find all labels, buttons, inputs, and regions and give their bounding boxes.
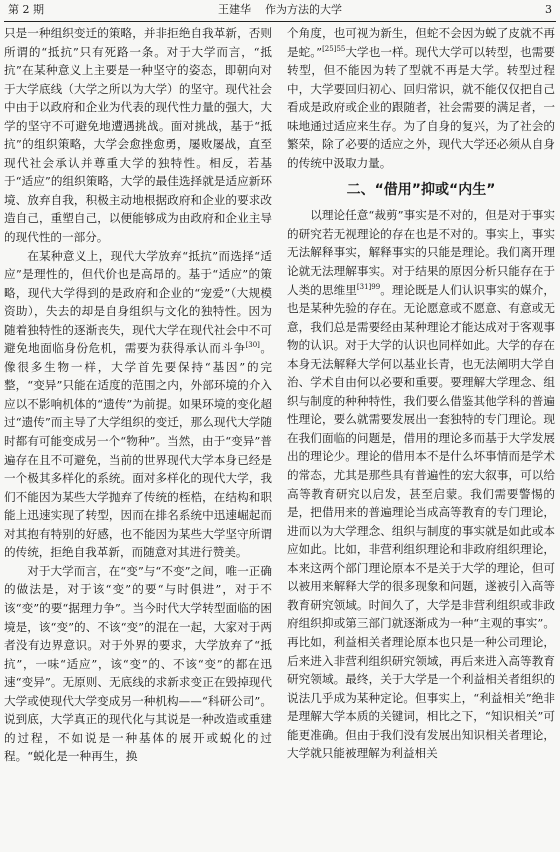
- page-number: 3: [545, 3, 552, 16]
- paragraph-text: 个角度，也可视为新生，但蛇不会因为蜕了皮就不再是蛇。”: [287, 26, 555, 59]
- paragraph-text: 大学也一样。现代大学可以转型，也需要转型，但不能因为转了型就不再是大学。转型过程中，大学要回归初心、回归常识，就不能仅仅把自己看成是政府或企业的跟随者，社会需要的满足者，一味地通过适应来生存。为了自身的复兴，为了社会的繁荣，除了必要的适应之外，现代大学还必须从自身的传统中汲取力量。: [287, 44, 555, 170]
- right-column: [287, 24, 555, 763]
- running-title: [4, 0, 556, 20]
- paragraph: [4, 247, 272, 562]
- running-header: [4, 0, 556, 20]
- header-rule: [4, 21, 556, 22]
- paragraph: [287, 24, 555, 172]
- citation-ref: [30]: [245, 341, 260, 350]
- left-column: [4, 24, 272, 766]
- paragraph-text: 在某种意义上，现代大学放弃“抵抗”而选择“适应”是理性的，但代价也是高昂的。基于“适应”的策略，现代大学得到的是政府和企业的“宠爱”（大规模资助），失去的却是自身组织与文化的独特性。因为随着独特性的逐渐丧失，现代大学在现代社会中不可避免地面临身份危机，需要为获得承认而斗争: [4, 248, 272, 356]
- citation-ref: [25]55: [322, 44, 346, 53]
- paragraph: 只是一种组织变迁的策略，并非拒绝自我革新，否则所谓的“抵抗”只有死路一条。对于大学而言，“抵抗”在某种意义上主要是一种坚守的姿态，即朝向对于大学底线（大学之所以为大学）的坚守。现代社会中由于以政府和企业为代表的现代性力量的强大，大学的坚守不可避免地遭遇挑战。面对挑战，基于“抵抗”的组织策略，大学会愈挫愈勇，屡败屡战，直至现代社会承认并尊重大学的独特性。相反，若基于“适应”的组织策略，大学的最佳选择就是适应新环境、放弃自我，积极主动地根据政府和企业的要求改造自己，重塑自己，以便能够成为由政府和企业主导的现代性的一部分。: [4, 26, 272, 245]
- paragraph: 对于大学而言，在“变”与“不变”之间，唯一正确的做法是，对于该“变”的要“与时俱进”，对于不该“变”的要“据理力争”。当今时代大学转型面临的困境是，该“变”的、不该“变”的混在一起，大家对于两者没有边界意识。对于外界的要求，大学放弃了“抵抗”，一味“适应”，该“变”的、不该“变”的都在迅速“变异”。无原则、无底线的求新求变正在毁掉现代大学或使现代大学变成另一种机构——“科研公司”。说到底，大学真正的现代化与其说是一种改造或重建的过程，不如说是一种基体的展开或蜕化的过程。“蜕化是一种再生，换: [4, 563, 272, 764]
- section-heading: 二、“借用”抑或“内生”: [346, 182, 496, 199]
- paragraph-text: 。理论既是人们认识事实的媒介，也是某种先验的存在。无论愿意或不愿意、有意或无意，我们总是需要经由某种理论才能达成对于客观事物的认识。对于大学的认识也同样如此。大学的存在本身无法解释大学何以基业长青，也无法阐明大学自治、学术自由何以必要和重要。要理解大学理念、组织与制度的种种特性，我们要么借鉴其他学科的普遍性理论，要么就需要发展出一套独特的专门理论。现在我们面临的问题是，借用的理论多而基于大学发展出的理论少。理论的借用本不是什么坏事情而是学术的常态，尤其是那些具有普遍性的宏大叙事，可以给高等教育研究以启发，甚至启蒙。我们需要警惕的是，把借用来的普遍理论当成高等教育的专门理论，进而以为大学理念、组织与制度的事实就是如此或本应如此。比如，非营利组织理论和非政府组织理论，本来这两个部门理论原本不是关于大学的理论，但可以被用来解释大学的很多现象和问题，遂被引入高等教育研究领域。时间久了，大学是非营利组织或非政府组织抑或第三部门就逐渐成为一种“主观的事实”。再比如，利益相关者理论原本也只是一种公司理论，后来进入非营利组织研究领域，再后来进入高等教育研究领域。最终，关于大学是一个利益相关者组织的说法几乎成为某种定论。但事实上，“利益相关”绝非是理解大学本质的关键词，相比之下，“知识相关”可能更准确。但由于我们没有发展出知识相关者理论，大学就只能被理解为利益相关: [287, 282, 555, 761]
- article-title: 作为方法的大学: [265, 3, 342, 16]
- citation-ref: [31]99: [356, 282, 381, 291]
- author-name: 王建华: [218, 3, 251, 16]
- paragraph-text: 。像很多生物一样，大学首先要保持“基因”的完整，“变异”只能在适度的范围之内，外部环境的介入应以不影响机体的“遗传”为前提。如果环境的变化超过“遗传”而主导了大学组织的变迁，那么现代大学随时都有可能变成另一个“物种”。当然，由于“变异”普遍存在且不可避免，当前的世界现代大学本身已经是一个极其多样化的系统。面对多样化的现代大学，我们不能因为某些大学抛弃了传统的桎梏，在结构和职能上迅速实现了转型，因而在排名系统中迅速崛起而对其抱有特别的好感，也不能因为某些大学坚守所谓的传统，拒绝自我革新，而随意对其进行赞美。: [4, 341, 272, 560]
- paragraph: [287, 206, 555, 762]
- issue-label: 第 2 期: [8, 3, 44, 16]
- paragraph-text: 以理论任意“裁剪”事实是不对的，但是对于事实的研究若无视理论的存在也是不对的。事实上，事实无法解释事实，解释事实的只能是理论。我们离开理论就无法理解事实。对于结果的原因分析只能存在于人类的思维里: [287, 208, 555, 297]
